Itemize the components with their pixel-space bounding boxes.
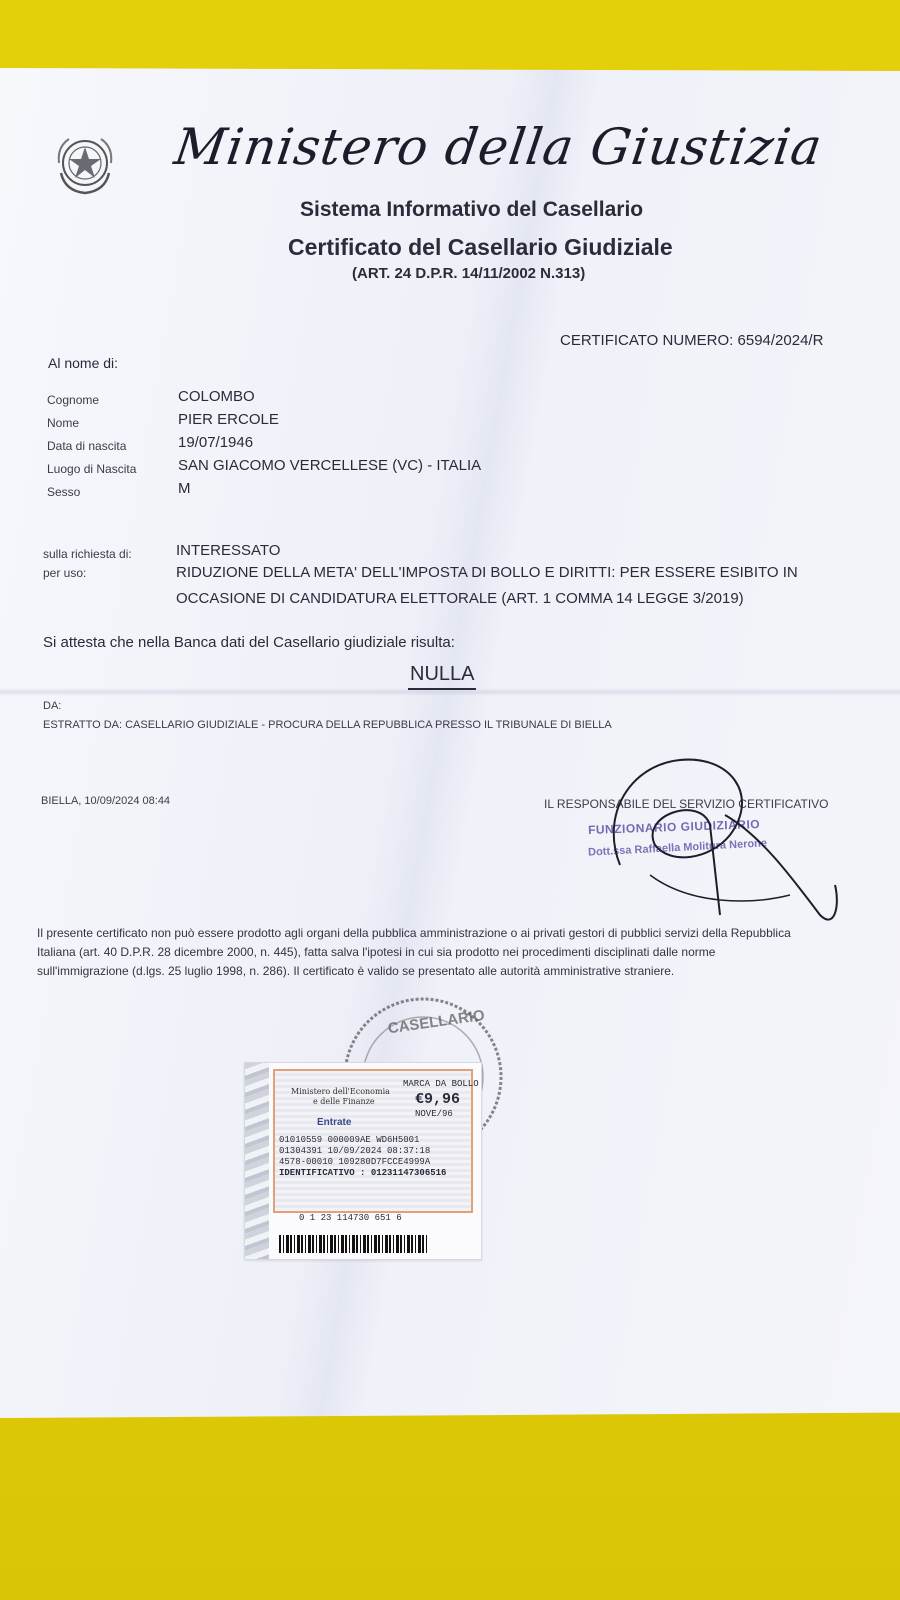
use-line-1: RIDUZIONE DELLA META' DELL'IMPOSTA DI BOLLO E DIRITTI: PER ESSERE ESIBITO IN: [176, 564, 798, 581]
use-label: per uso:: [43, 566, 87, 580]
footer-note-line-1: Il presente certificato non può essere prodotto agli organi della pubblica amministrazione o ai privati gestori di pubblici servizi della Repubblica: [37, 926, 791, 940]
birthplace-label: Luogo di Nascita: [47, 462, 137, 476]
barcode-number: 0 1 23 114730 651 6: [299, 1213, 402, 1223]
surname-label: Cognome: [47, 393, 100, 407]
footer-note-line-2: Italiana (art. 40 D.P.R. 28 dicembre 2000, n. 445), fatta salva l'ipotesi in cui sia prodotto nei procedimenti disciplinati dalle norme: [37, 945, 716, 959]
birthdate-value: 19/07/1946: [178, 434, 254, 451]
person-heading: Al nome di:: [48, 355, 119, 371]
issuer-line-2: e delle Finanze: [313, 1097, 375, 1106]
agency-logo-text: Entrate: [317, 1117, 352, 1128]
name-value: PIER ERCOLE: [178, 411, 279, 428]
official-stamp-line-1: FUNZIONARIO GIUDIZIARIO: [587, 816, 761, 838]
name-label: Nome: [47, 416, 80, 430]
birthdate-label: Data di nascita: [47, 439, 127, 453]
barcode: [279, 1235, 429, 1253]
ministry-title: Ministero della Giustizia: [170, 118, 827, 176]
italian-emblem-icon: [55, 133, 115, 197]
use-line-2: OCCASIONE DI CANDIDATURA ELETTORALE (ART. 1 COMMA 14 LEGGE 3/2019): [176, 590, 744, 607]
stamp-amount: €9,96: [415, 1091, 461, 1108]
requested-by-label: sulla richiesta di:: [43, 547, 132, 561]
stamp-row-2: 01304391 10/09/2024 08:37:18: [279, 1146, 431, 1156]
extracted-from: ESTRATTO DA: CASELLARIO GIUDIZIALE - PROCURA DELLA REPUBBLICA PRESSO IL TRIBUNALE DI BIELLA: [43, 719, 612, 731]
revenue-stamp-core: [273, 1069, 479, 1213]
legal-reference: (ART. 24 D.P.R. 14/11/2002 N.313): [352, 265, 586, 282]
sex-value: M: [178, 480, 191, 497]
birthplace-value: SAN GIACOMO VERCELLESE (VC) - ITALIA: [178, 457, 482, 474]
issuer-line-1: Ministero dell'Economia: [291, 1087, 390, 1096]
attest-text: Si attesta che nella Banca dati del Casellario giudiziale risulta:: [43, 634, 455, 651]
hologram-strip: [245, 1063, 269, 1259]
revenue-stamp: [244, 1062, 482, 1260]
result-value: NULLA: [408, 663, 476, 690]
surname-value: COLOMBO: [178, 388, 255, 405]
da-label: DA:: [43, 700, 62, 712]
sex-label: Sesso: [47, 485, 81, 499]
certificate-title: Certificato del Casellario Giudiziale: [288, 234, 673, 260]
stamp-code: NOVE/96: [415, 1109, 453, 1119]
system-title: Sistema Informativo del Casellario: [300, 198, 644, 221]
stamp-row-4: IDENTIFICATIVO : 01231147306516: [279, 1168, 447, 1178]
footer-note-line-3: sull'immigrazione (d.lgs. 25 luglio 1998, n. 286). Il certificato è valido se presentato alle autorità amministrative straniere.: [37, 964, 675, 978]
place-date: BIELLA, 10/09/2024 08:44: [41, 795, 171, 807]
round-stamp-text: CASELLARIO: [386, 1006, 486, 1038]
stamp-type: MARCA DA BOLLO: [403, 1079, 479, 1089]
stamp-row-1: 01010559 000009AE WD6H5001: [279, 1135, 420, 1145]
handwritten-signature: [560, 755, 860, 925]
certificate-number: CERTIFICATO NUMERO: 6594/2024/R: [560, 332, 824, 349]
responsible-title: IL RESPONSABILE DEL SERVIZIO CERTIFICATIVO: [544, 797, 829, 811]
requested-by-value: INTERESSATO: [176, 542, 281, 559]
official-stamp-line-2: Dott.ssa Raffaella Molitura Nerone: [587, 837, 768, 859]
stamp-row-3: 4578-00010 109280D7FCCE4999A: [279, 1157, 431, 1167]
